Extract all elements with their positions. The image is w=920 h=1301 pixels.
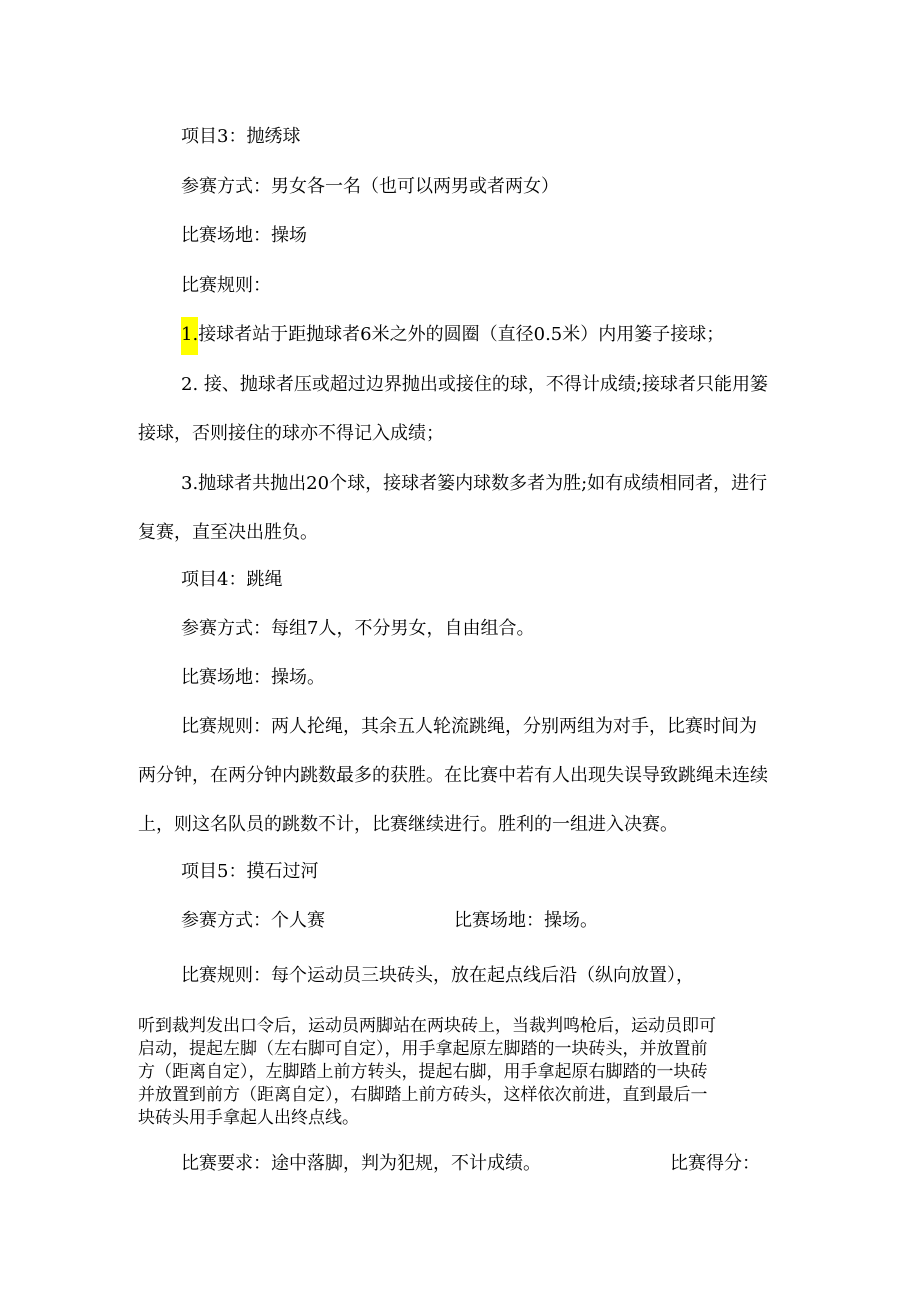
project3-rule3-line1: 3.抛球者共抛出20个球，接球者篓内球数多者为胜;如有成绩相同者，进行 [181, 473, 768, 494]
project5-rules-line6: 块砖头用手拿起人出终点线。 [138, 1108, 359, 1128]
project3-rule2-line2: 接球，否则接住的球亦不得记入成绩； [138, 423, 444, 444]
project5-requirement: 比赛要求：途中落脚，判为犯规，不计成绩。 [181, 1153, 541, 1174]
project3-rule1 [181, 323, 724, 355]
project5-rules-line3: 启动，提起左脚（左右脚可自定），用手拿起原左脚踏的一块砖头，并放置前 [138, 1039, 708, 1059]
project3-mode: 参赛方式：男女各一名（也可以两男或者两女） [181, 176, 559, 197]
project4-venue: 比赛场地：操场。 [181, 667, 325, 688]
rule1-number-highlight: 1. [181, 317, 198, 355]
project4-rules-line3: 上，则这名队员的跳数不计，比赛继续进行。胜利的一组进入决赛。 [138, 814, 678, 835]
project5-rules-line5: 并放置到前方（距离自定），右脚踏上前方砖头，这样依次前进，直到最后一 [138, 1085, 708, 1105]
project3-rule2-line1: 2. 接、抛球者压或超过边界抛出或接住的球，不得计成绩;接球者只能用篓 [181, 374, 768, 395]
project4-title: 项目4：跳绳 [181, 569, 283, 590]
project4-rules-line2: 两分钟，在两分钟内跳数最多的获胜。在比赛中若有人出现失误导致跳绳未连续 [138, 765, 768, 786]
project3-venue: 比赛场地：操场 [181, 225, 307, 246]
project4-mode: 参赛方式：每组7人，不分男女，自由组合。 [181, 618, 535, 639]
project5-venue: 比赛场地：操场。 [454, 910, 598, 931]
project5-rules-line4: 方（距离自定），左脚踏上前方转头，提起右脚，用手拿起原右脚踏的一块砖 [138, 1062, 708, 1082]
project5-title: 项目5：摸石过河 [181, 861, 319, 882]
project4-rules-line1: 比赛规则：两人抡绳，其余五人轮流跳绳，分别两组为对手，比赛时间为 [181, 716, 757, 737]
rule1-text: 接球者站于距抛球者6米之外的圆圈（直径0.5米）内用篓子接球； [198, 324, 725, 345]
project5-score: 比赛得分： [670, 1153, 760, 1174]
project3-rule3-line2: 复赛，直至决出胜负。 [138, 522, 318, 543]
project5-rules-line2: 听到裁判发出口令后，运动员两脚站在两块砖上，当裁判鸣枪后，运动员即可 [138, 1016, 716, 1036]
project5-rules-line1: 比赛规则：每个运动员三块砖头，放在起点线后沿（纵向放置）， [181, 965, 694, 986]
project3-title: 项目3：抛绣球 [181, 126, 301, 147]
project5-mode: 参赛方式：个人赛 [181, 910, 325, 931]
project3-rules-heading: 比赛规则： [181, 275, 271, 296]
